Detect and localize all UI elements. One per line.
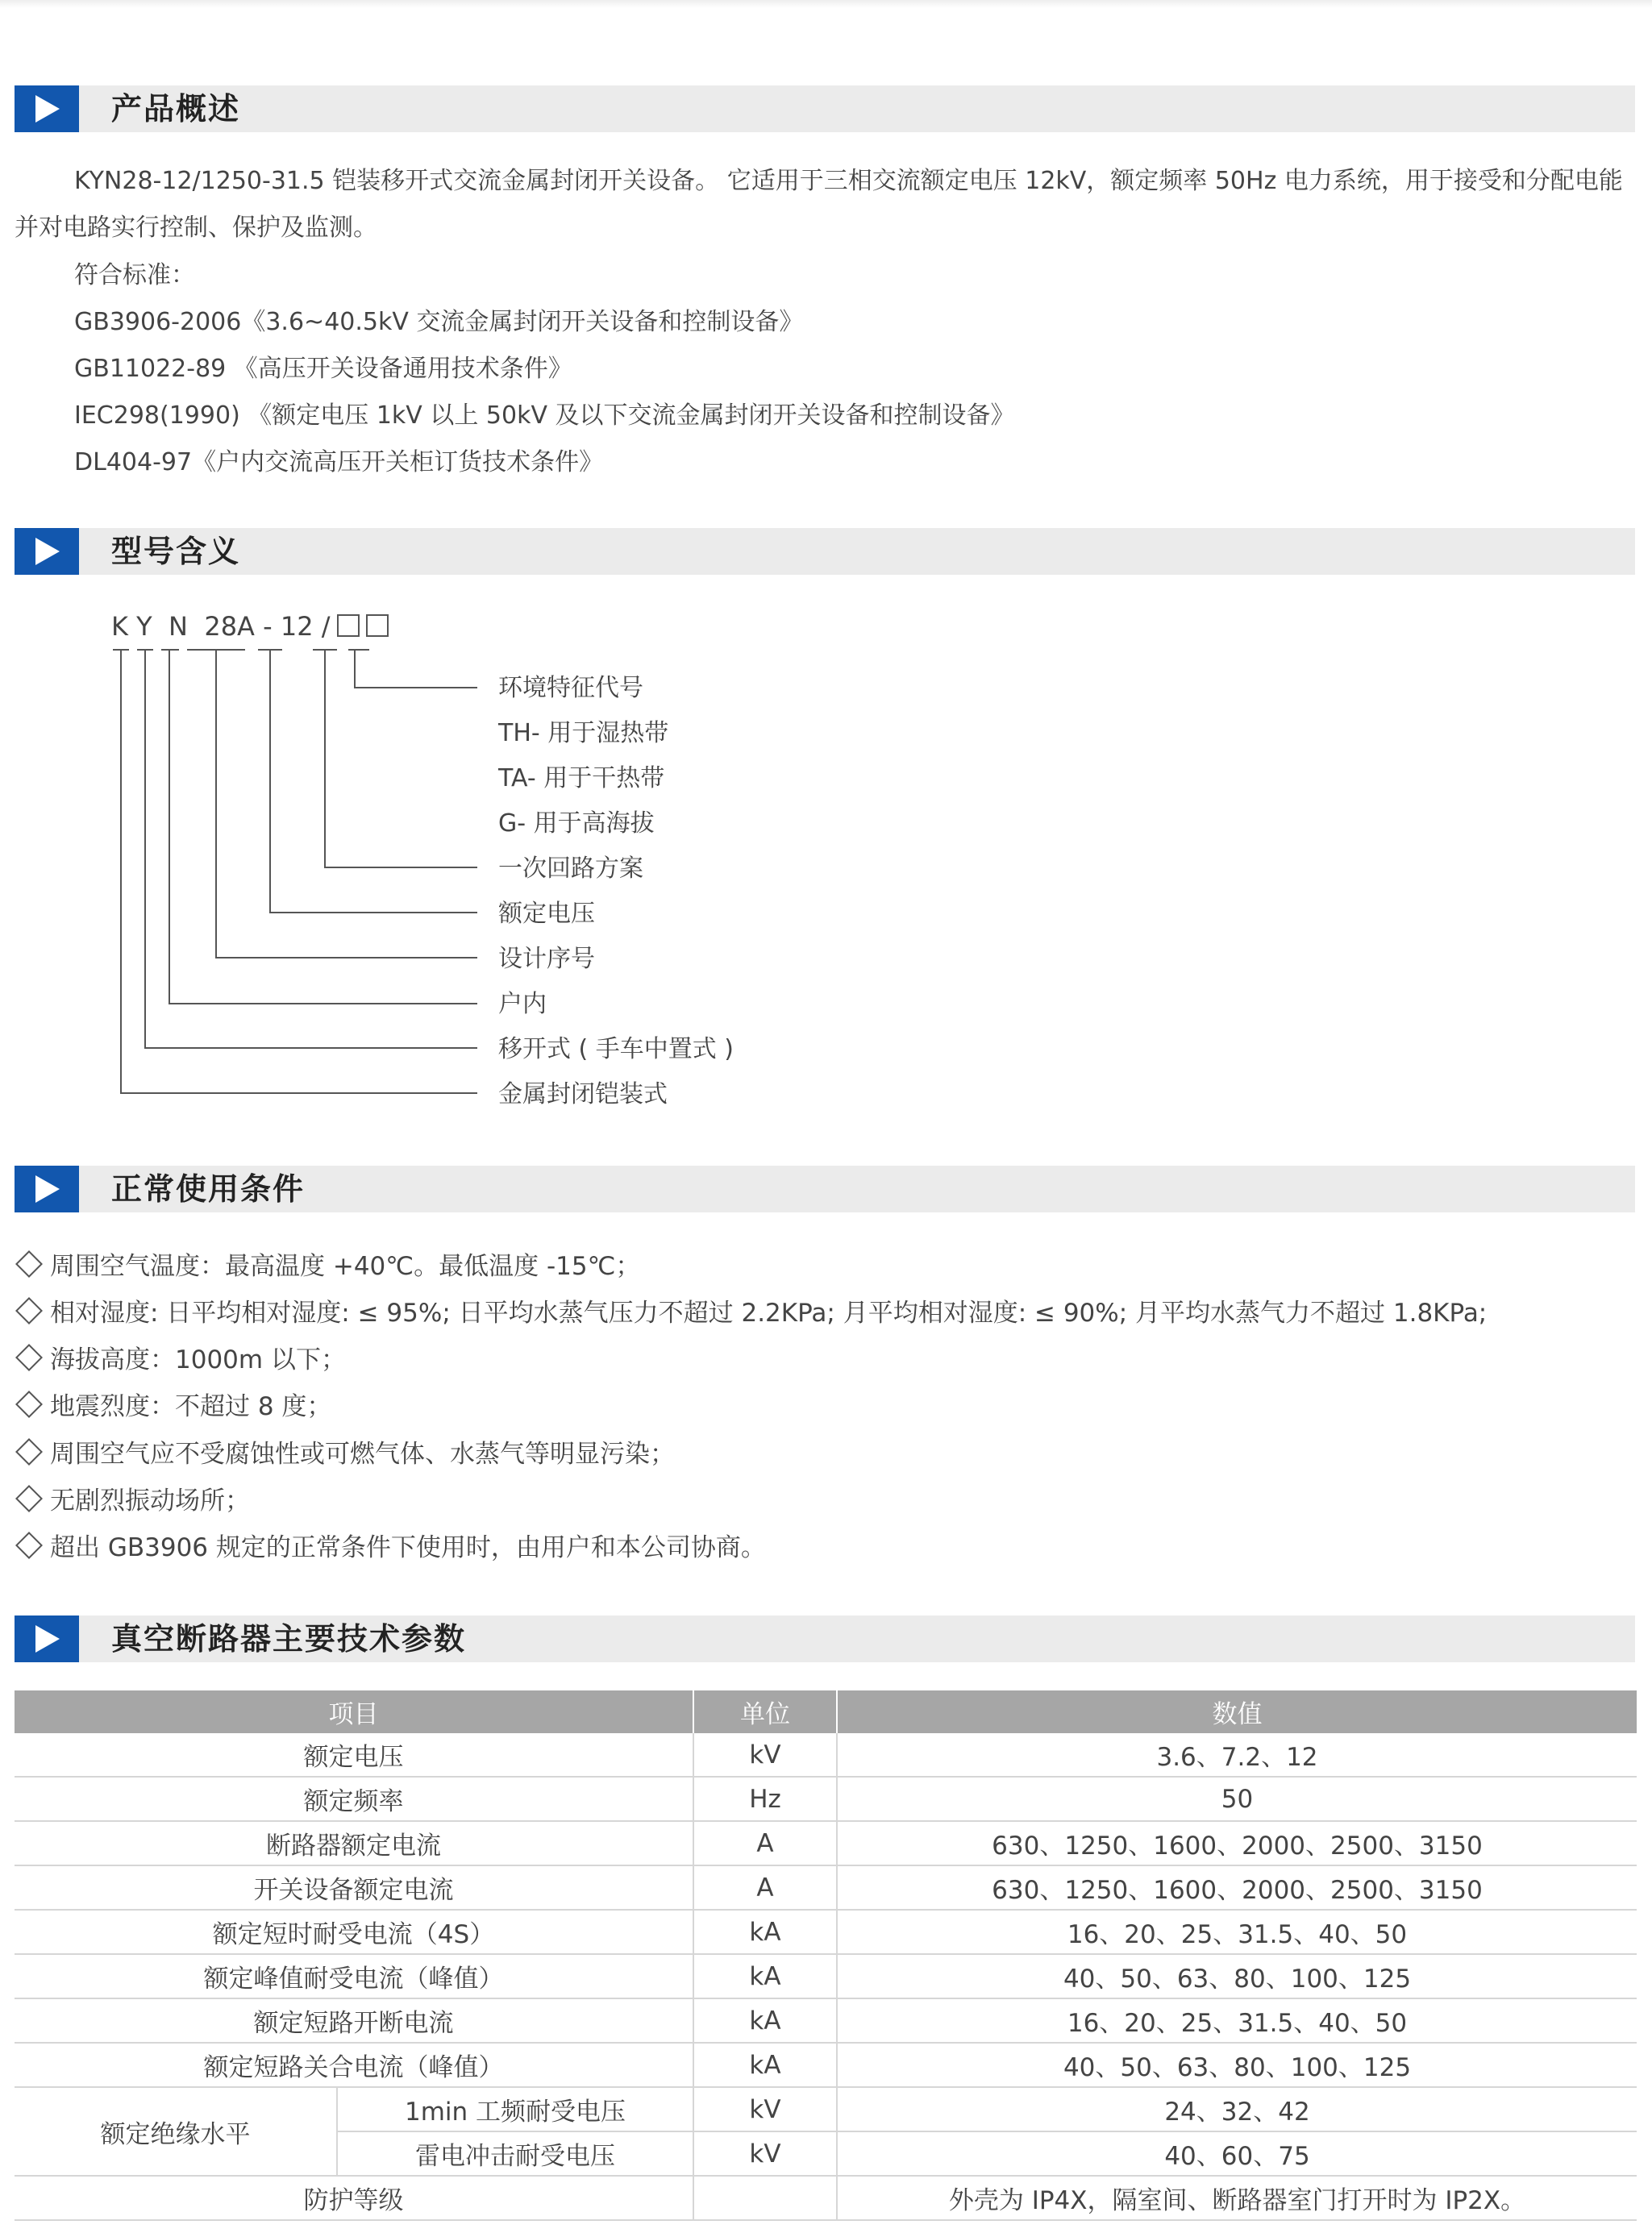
- cell-item: 额定电压: [15, 1733, 693, 1777]
- table-row: [15, 1998, 1637, 2043]
- cell-unit: Hz: [693, 1777, 837, 1821]
- model-code-text: K Y N 28A - 12 /: [111, 611, 331, 642]
- legend-item: 额定电压: [498, 900, 595, 928]
- cell-item: 额定峰值耐受电流（峰值）: [15, 1954, 693, 1998]
- cell-value: 外壳为 IP4X，隔室间、断路器室门打开时为 IP2X。: [837, 2176, 1637, 2220]
- table-header-row: [15, 1690, 1637, 1733]
- standard-item: IEC298(1990) 《额定电压 1kV 以上 50kV 及以下交流金属封闭开关设备和控制设备》: [74, 401, 1015, 430]
- cell-unit: kA: [693, 1910, 837, 1954]
- cell-item: 额定短时耐受电流（4S）: [15, 1910, 693, 1954]
- cell-unit: kA: [693, 1954, 837, 1998]
- diamond-bullet-icon: [15, 1485, 43, 1512]
- play-arrow-icon: [15, 1166, 79, 1212]
- table-row: [15, 2043, 1637, 2087]
- cell-item: 防护等级: [15, 2176, 693, 2220]
- table-row: [15, 1865, 1637, 1910]
- condition-item: 无剧烈振动场所；: [15, 1483, 250, 1519]
- params-table: [15, 1690, 1637, 2221]
- header-value: 数值: [837, 1690, 1637, 1733]
- cell-unit: kA: [693, 1998, 837, 2043]
- header-unit: 单位: [693, 1690, 837, 1733]
- legend-item: 一次回路方案: [498, 855, 643, 883]
- cell-item: 额定频率: [15, 1777, 693, 1821]
- cell-unit: A: [693, 1821, 837, 1865]
- legend-item: 环境特征代号: [498, 674, 643, 702]
- condition-item: 地震烈度：不超过 8 度；: [15, 1389, 331, 1424]
- table-row: [15, 1821, 1637, 1865]
- standard-item: GB3906-2006《3.6~40.5kV 交流金属封闭开关设备和控制设备》: [74, 308, 804, 336]
- section-header-conditions: [15, 1166, 1635, 1212]
- cell-unit: kV: [693, 2087, 837, 2131]
- diamond-bullet-icon: [15, 1438, 43, 1466]
- section-title: 型号含义: [111, 534, 241, 569]
- section-title: 正常使用条件: [111, 1171, 306, 1207]
- table-row: [15, 2087, 1637, 2131]
- cell-item: 开关设备额定电流: [15, 1865, 693, 1910]
- section-title: 产品概述: [111, 91, 241, 127]
- section-header-params: [15, 1615, 1635, 1662]
- cell-value: 24、32、42: [837, 2087, 1637, 2131]
- condition-item: 超出 GB3906 规定的正常条件下使用时，由用户和本公司协商。: [15, 1530, 766, 1566]
- header-item: 项目: [15, 1690, 693, 1733]
- cell-value: 50: [837, 1777, 1637, 1821]
- cell-item: 1min 工频耐受电压: [337, 2087, 693, 2131]
- diamond-bullet-icon: [15, 1297, 43, 1324]
- table-row: [15, 1777, 1637, 1821]
- condition-item: 周围空气温度：最高温度 +40℃。最低温度 -15℃；: [15, 1249, 640, 1284]
- cell-value: 3.6、7.2、12: [837, 1733, 1637, 1777]
- legend-item: 户内: [498, 990, 547, 1018]
- cell-value: 630、1250、1600、2000、2500、3150: [837, 1865, 1637, 1910]
- legend-item: 金属封闭铠装式: [498, 1080, 668, 1108]
- cell-unit: kV: [693, 2131, 837, 2176]
- cell-unit: [693, 2176, 837, 2220]
- play-arrow-icon: [15, 1615, 79, 1662]
- cell-unit: A: [693, 1865, 837, 1910]
- cell-value: 16、20、25、31.5、40、50: [837, 1998, 1637, 2043]
- diamond-bullet-icon: [15, 1250, 43, 1278]
- cell-item: 断路器额定电流: [15, 1821, 693, 1865]
- cell-value: 40、60、75: [837, 2131, 1637, 2176]
- condition-item: 海拔高度：1000m 以下；: [15, 1342, 346, 1378]
- cell-value: 630、1250、1600、2000、2500、3150: [837, 1821, 1637, 1865]
- legend-item: 移开式 ( 手车中置式 ): [498, 1035, 734, 1063]
- cell-group: 额定绝缘水平: [15, 2087, 337, 2176]
- cell-value: 40、50、63、80、100、125: [837, 1954, 1637, 1998]
- cell-value: 16、20、25、31.5、40、50: [837, 1910, 1637, 1954]
- cell-unit: kV: [693, 1733, 837, 1777]
- condition-item: 相对湿度: 日平均相对湿度: ≤ 95%; 日平均水蒸气压力不超过 2.2KPa; 月平均相对湿度: ≤ 90%; 月平均水蒸气力不超过 1.8KPa;: [15, 1295, 1487, 1331]
- standard-item: DL404-97《户内交流高压开关柜订货技术条件》: [74, 448, 604, 476]
- table-row: [15, 2176, 1637, 2220]
- condition-item: 周围空气应不受腐蚀性或可燃气体、水蒸气等明显污染；: [15, 1437, 675, 1472]
- legend-item: 设计序号: [498, 945, 595, 973]
- standards-label: 符合标准：: [74, 261, 195, 289]
- cell-value: 40、50、63、80、100、125: [837, 2043, 1637, 2087]
- cell-item: 雷电冲击耐受电压: [337, 2131, 693, 2176]
- cell-item: 额定短路开断电流: [15, 1998, 693, 2043]
- table-row: [15, 1910, 1637, 1954]
- diamond-bullet-icon: [15, 1532, 43, 1559]
- cell-item: 额定短路关合电流（峰值）: [15, 2043, 693, 2087]
- legend-item: TA- 用于干热带: [498, 764, 665, 792]
- table-row: [15, 1733, 1637, 1777]
- legend-item: G- 用于高海拔: [498, 809, 655, 838]
- diamond-bullet-icon: [15, 1391, 43, 1418]
- cell-unit: kA: [693, 2043, 837, 2087]
- legend-item: TH- 用于湿热带: [498, 719, 669, 747]
- diamond-bullet-icon: [15, 1344, 43, 1371]
- standard-item: GB11022-89 《高压开关设备通用技术条件》: [74, 355, 572, 383]
- overview-intro: KYN28-12/1250-31.5 铠装移开式交流金属封闭开关设备。 它适用于三相交流额定电压 12kV，额定频率 50Hz 电力系统，用于接受和分配电能并对电路实行控制、保护及监测。: [15, 167, 1623, 242]
- section-title: 真空断路器主要技术参数: [111, 1621, 467, 1657]
- table-row: [15, 1954, 1637, 1998]
